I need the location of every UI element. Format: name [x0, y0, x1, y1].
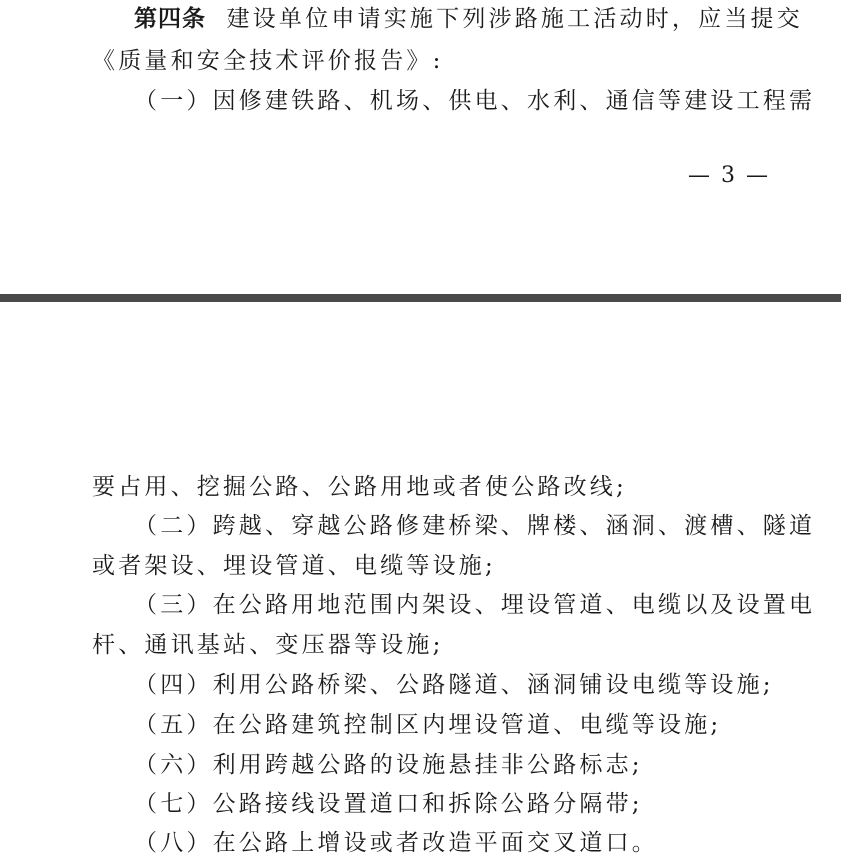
item-3-line-1: （三）在公路用地范围内架设、埋设管道、电缆以及设置电 — [134, 592, 816, 618]
item-5: （五）在公路建筑控制区内埋设管道、电缆等设施; — [134, 712, 722, 738]
item-1-line-1: （一）因修建铁路、机场、供电、水利、通信等建设工程需 — [134, 88, 816, 114]
article-4-line-2: 《质量和安全技术评价报告》: — [92, 48, 444, 74]
page-separator — [0, 294, 841, 302]
page-number: — 3 — — [688, 163, 770, 188]
item-6: （六）利用跨越公路的设施悬挂非公路标志; — [134, 752, 643, 778]
item-7: （七）公路接线设置道口和拆除公路分隔带; — [134, 791, 643, 817]
article-label: 第四条 — [134, 6, 206, 32]
item-8: （八）在公路上增设或者改造平面交叉道口。 — [134, 830, 658, 856]
item-4: （四）利用公路桥梁、公路隧道、涵洞铺设电缆等设施; — [134, 672, 774, 698]
item-2-line-1: （二）跨越、穿越公路修建桥梁、牌楼、涵洞、渡槽、隧道 — [134, 513, 816, 539]
item-1-line-2: 要占用、挖掘公路、公路用地或者使公路改线; — [92, 474, 627, 500]
item-2-line-2: 或者架设、埋设管道、电缆等设施; — [92, 553, 496, 579]
item-3-line-2: 杆、通讯基站、变压器等设施; — [92, 632, 444, 658]
article-4-line-1 — [134, 4, 803, 34]
article-intro-text: 建设单位申请实施下列涉路施工活动时，应当提交 — [226, 6, 803, 32]
